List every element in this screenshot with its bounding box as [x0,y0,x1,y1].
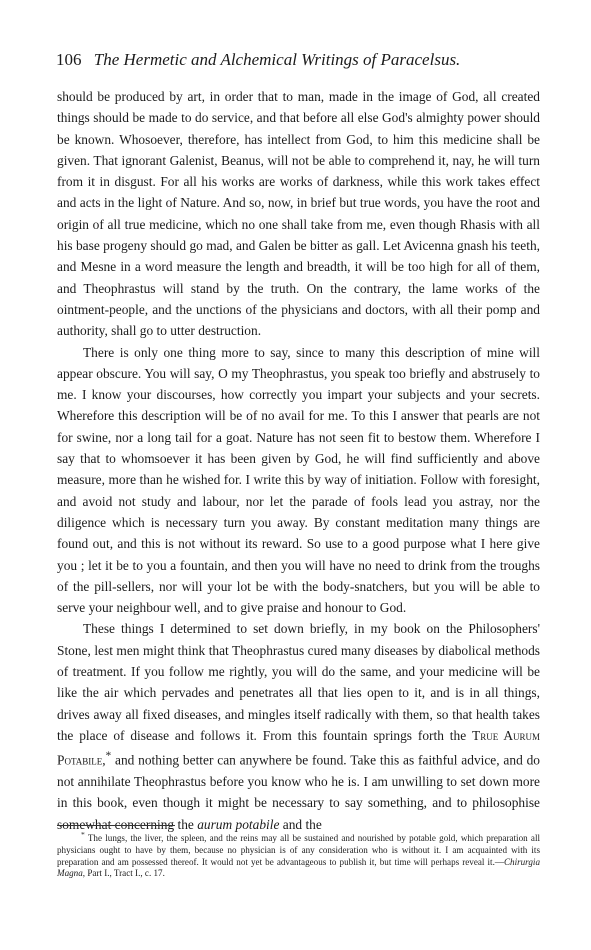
footnote-text-a: The lungs, the liver, the spleen, and the reins may all be sustained and nourished by potable gold, which preparation all physicians ought to have by them, because no physician is of any consideration who is without it. I am acquainted with its preparation and am possessed thereof. It would not yet be advantageous to publish it, but time will perhaps reveal it.— [57,833,540,867]
footnote-reference: * [105,750,112,763]
page-number: 106 [56,50,82,69]
footnote-rule [57,825,175,826]
paragraph-2: There is only one thing more to say, since to many this description of mine will appear obscure. You will say, O my Theophrastus, you speak too briefly and abstrusely to me. I know your discourses, how correctly you impart your subjects and your secrets. Wherefore this description will be of no avail for me. To this I answer that pearls are not for swine, nor a long tail for a goat. Nature has not seen fit to bestow them. Wherefore I say that to whomsoever it has been given by God, he will find sufficiently and above measure, more than he wished for. I write this by way of initiation. Follow with foresight, and avoid not study and labour, nor let the parade of fools lead you astray, nor the diligence which is necessary turn you away. By constant meditation many things are found out, and this is not without its reward. So use to a good purpose what I here give you ; let it be to you a fountain, and then you will have no need to drink from the troughs of the pill-sellers, nor will your lot be with the body-snatchers, but you will be able to serve your neighbour well, and to give praise and honour to God. [57,344,540,616]
aurum-potabile-italic: aurum potabile [197,816,280,832]
paragraph-1: should be produced by art, in order that to man, made in the image of God, all created things should be made to do service, and that before all else God's almighty power should be known. Whosoever, therefore, has intellect from God, to him this medicine shall be given. That ignorant Galenist, Beanus, will not be able to comprehend it, nay, he will turn from it in disgust. For all his works are works of darkness, while this work takes effect and acts in the light of Nature. And so, now, in brief but true words, you have the root and origin of all true medicine, which no one shall take from me, even though Rhasis with all his base progeny should go mad, and Galen be bitter as gall. Let Avicenna gnash his teeth, and Mesne in a word measure the length and breadth, it will be too high for all of them, and Theophrastus will stand by the truth. On the contrary, the lame works of the ointment-people, and the unctions of the physicians and doctors, with all their pomp and authority, shall go to utter destruction. [57,89,540,339]
footnote-source: Chirurgia Magna [57,856,540,879]
paragraph-3-part-c: and the [282,816,322,832]
running-title: The Hermetic and Alchemical Writings of Paracelsus. [93,50,461,69]
footnote-marker: * [81,830,85,839]
body-text [57,86,540,835]
paragraph-3-part-b: and nothing better can anywhere be found. Take this as faithful advice, and do not annihilate Theophrastus before you know who he is. I am unwilling to set down more in this book, even though it might be necessary to say something, and to philosophise somewhat concerning the [57,752,540,832]
footnote [57,829,540,880]
aurum-potabile-smallcaps: True Aurum Potabile, [57,727,540,768]
paragraph-3 [57,618,540,834]
footnote-text-b: , Part I., Tract I., c. 17. [82,868,165,879]
paragraph-3-part-a: These things I determined to set down briefly, in my book on the Philosophers' Stone, lest men might think that Theophrastus cured many diseases by diabolical methods of treatment. If you follow me rightly, you will do the same, and your medicine will be like the air which pervades and penetrates all that lies open to it, and is in all things, drives away all fixed diseases, and mingles itself radically with them, so that health takes the place of disease and follows it. From this fountain springs forth the [57,621,540,743]
running-header [56,50,540,70]
